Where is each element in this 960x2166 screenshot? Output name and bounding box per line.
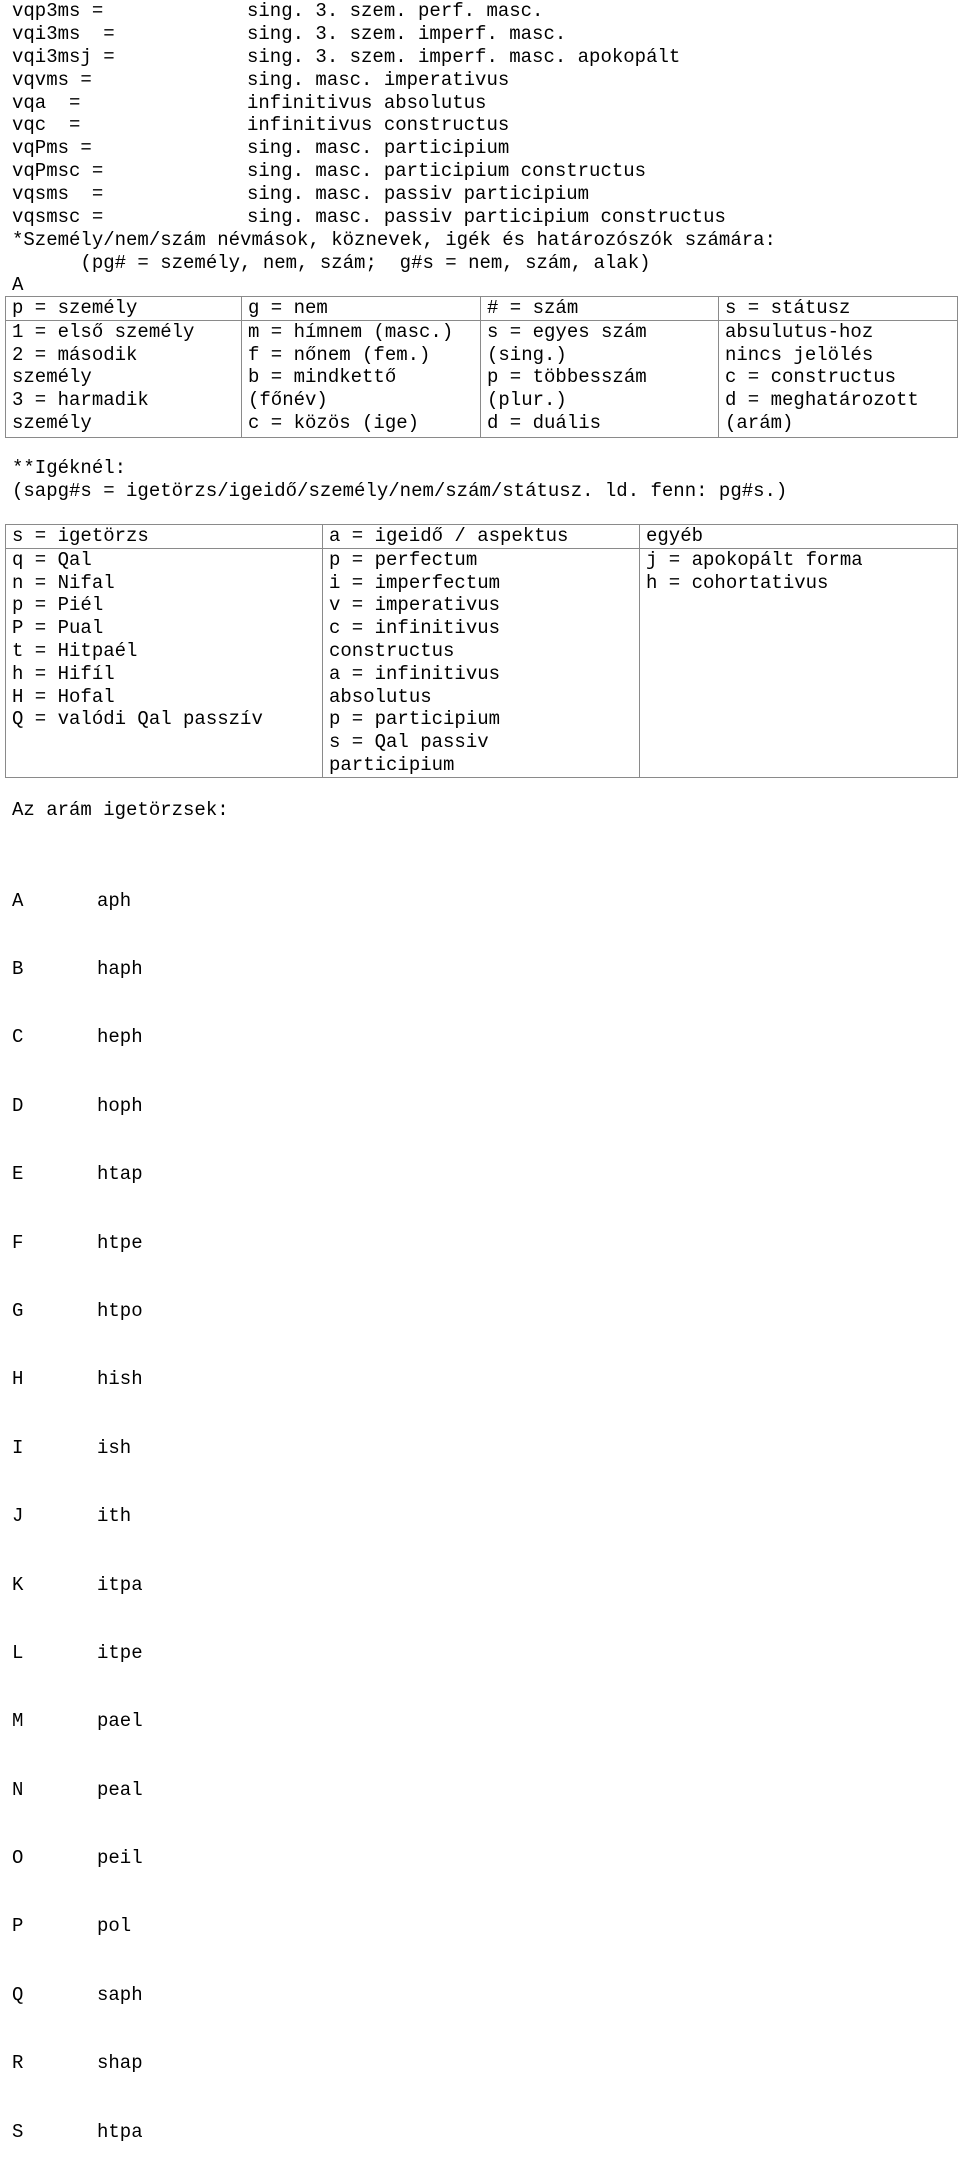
definition-code: vqvms = [12, 68, 92, 91]
definition-row [0, 23, 960, 46]
stem-letter: I [12, 1436, 24, 1459]
note-pronouns-legend: (pg# = személy, nem, szám; g#s = nem, szám, alak) [12, 252, 651, 274]
list-item [0, 890, 960, 913]
definition-meaning: infinitivus constructus [247, 114, 510, 137]
header-stem: s = igetörzs [6, 525, 323, 549]
definition-meaning: sing. masc. participium constructus [247, 160, 647, 183]
stem-name: saph [97, 1983, 143, 2006]
list-item [0, 1847, 960, 1870]
definition-row [0, 0, 960, 23]
list-item [0, 1163, 960, 1186]
definition-meaning: infinitivus absolutus [247, 91, 487, 114]
stem-letter: L [12, 1641, 24, 1664]
list-item [0, 1300, 960, 1323]
definition-meaning: sing. masc. participium [247, 137, 510, 160]
list-item [0, 1505, 960, 1528]
note-verbs-legend: (sapg#s = igetörzs/igeidő/személy/nem/szám/státusz. ld. fenn: pg#s.) [12, 480, 788, 502]
definition-row [0, 92, 960, 115]
cell-gender: m = hímnem (masc.) f = nőnem (fem.) b = mindkettő (főnév) c = közös (ige) [242, 320, 481, 437]
stem-letter: P [12, 1915, 24, 1938]
header-number: # = szám [481, 297, 719, 321]
header-tense: a = igeidő / aspektus [323, 525, 640, 549]
stem-name: peal [97, 1778, 143, 1801]
list-item [0, 1642, 960, 1665]
stem-letter: S [12, 2120, 24, 2143]
cell-tense: p = perfectum i = imperfectum v = imperativus c = infinitivus constructus a = infinitivus absolutus p = participium s = Qal passiv participium [323, 548, 640, 777]
header-other: egyéb [640, 525, 958, 549]
list-item [0, 1026, 960, 1049]
stem-letter: F [12, 1231, 24, 1254]
definition-row [0, 206, 960, 229]
stem-name: ish [97, 1436, 132, 1459]
stem-name: peil [97, 1847, 143, 1870]
definition-meaning: sing. masc. imperativus [247, 68, 510, 91]
definition-code: vqc = [12, 114, 81, 137]
definition-code: vqp3ms = [12, 0, 104, 22]
cell-other: j = apokopált forma h = cohortativus [640, 548, 958, 777]
cell-status: absulutus-hoz nincs jelölés c = constructus d = meghatározott (arám) [719, 320, 958, 437]
list-item [0, 1574, 960, 1597]
list-item [0, 1915, 960, 1938]
definition-row [0, 46, 960, 69]
stem-letter: C [12, 1026, 24, 1049]
stem-letter: B [12, 957, 24, 980]
stem-letter: A [12, 889, 24, 912]
list-item [0, 1984, 960, 2007]
definition-code: vqi3ms = [12, 22, 115, 45]
stem-name: itpe [97, 1641, 143, 1664]
stem-letter: D [12, 1094, 24, 1117]
stem-letter: G [12, 1299, 24, 1322]
list-item [0, 1232, 960, 1255]
stem-letter: Q [12, 1983, 24, 2006]
table-row [6, 320, 958, 437]
stem-letter: H [12, 1368, 24, 1391]
list-item [0, 2052, 960, 2075]
definition-row [0, 114, 960, 137]
stem-name: itpa [97, 1573, 143, 1596]
stem-name: htpa [97, 2120, 143, 2143]
definition-meaning: sing. 3. szem. imperf. masc. apokopált [247, 45, 681, 68]
aramaic-title: Az arám igetörzsek: [12, 799, 229, 821]
table-header-row [6, 525, 958, 549]
list-item [0, 1710, 960, 1733]
definition-code: vqsms = [12, 183, 104, 206]
stem-name: htpe [97, 1231, 143, 1254]
list-item [0, 1368, 960, 1391]
definition-row [0, 160, 960, 183]
aramaic-stem-list [0, 844, 960, 2166]
stem-letter: N [12, 1778, 24, 1801]
stem-name: htap [97, 1163, 143, 1186]
list-item [0, 2121, 960, 2144]
letter-a: A [12, 274, 24, 296]
stem-letter: M [12, 1710, 24, 1733]
definition-row [0, 69, 960, 92]
stem-name: htpo [97, 1299, 143, 1322]
stem-letter: R [12, 2052, 24, 2075]
person-gender-number-table [5, 296, 958, 438]
stem-name: hoph [97, 1094, 143, 1117]
header-person: p = személy [6, 297, 242, 321]
note-pronouns: *Személy/nem/szám névmások, köznevek, igék és határozószók számára: [12, 229, 776, 251]
stem-name: shap [97, 2052, 143, 2075]
cell-person: 1 = első személy 2 = második személy 3 = harmadik személy [6, 320, 242, 437]
stem-name: heph [97, 1026, 143, 1049]
list-item [0, 1095, 960, 1118]
definitions-list [0, 0, 960, 229]
definition-meaning: sing. masc. passiv participium [247, 183, 590, 206]
stem-name: aph [97, 889, 132, 912]
verb-stem-table [5, 524, 958, 778]
cell-stem: q = Qal n = Nifal p = Piél P = Pual t = Hitpaél h = Hifíl H = Hofal Q = valódi Qal passzív [6, 548, 323, 777]
definition-code: vqa = [12, 91, 81, 114]
cell-number: s = egyes szám (sing.) p = többesszám (plur.) d = duális [481, 320, 719, 437]
definition-meaning: sing. masc. passiv participium constructus [247, 206, 726, 229]
definition-code: vqi3msj = [12, 45, 115, 68]
definition-code: vqPmsc = [12, 160, 104, 183]
table-header-row [6, 297, 958, 321]
stem-name: ith [97, 1505, 132, 1528]
list-item [0, 1779, 960, 1802]
table-row [6, 548, 958, 777]
stem-letter: J [12, 1505, 24, 1528]
note-verbs-heading: **Igéknél: [12, 457, 127, 479]
stem-name: pol [97, 1915, 132, 1938]
list-item [0, 958, 960, 981]
definition-code: vqPms = [12, 137, 92, 160]
definition-meaning: sing. 3. szem. perf. masc. [247, 0, 544, 22]
list-item [0, 1437, 960, 1460]
definition-row [0, 137, 960, 160]
header-status: s = státusz [719, 297, 958, 321]
stem-name: haph [97, 957, 143, 980]
definition-code: vqsmsc = [12, 206, 104, 229]
stem-letter: K [12, 1573, 24, 1596]
stem-name: pael [97, 1710, 143, 1733]
stem-letter: E [12, 1163, 24, 1186]
stem-letter: O [12, 1847, 24, 1870]
stem-name: hish [97, 1368, 143, 1391]
header-gender: g = nem [242, 297, 481, 321]
definition-meaning: sing. 3. szem. imperf. masc. [247, 22, 567, 45]
definition-row [0, 183, 960, 206]
